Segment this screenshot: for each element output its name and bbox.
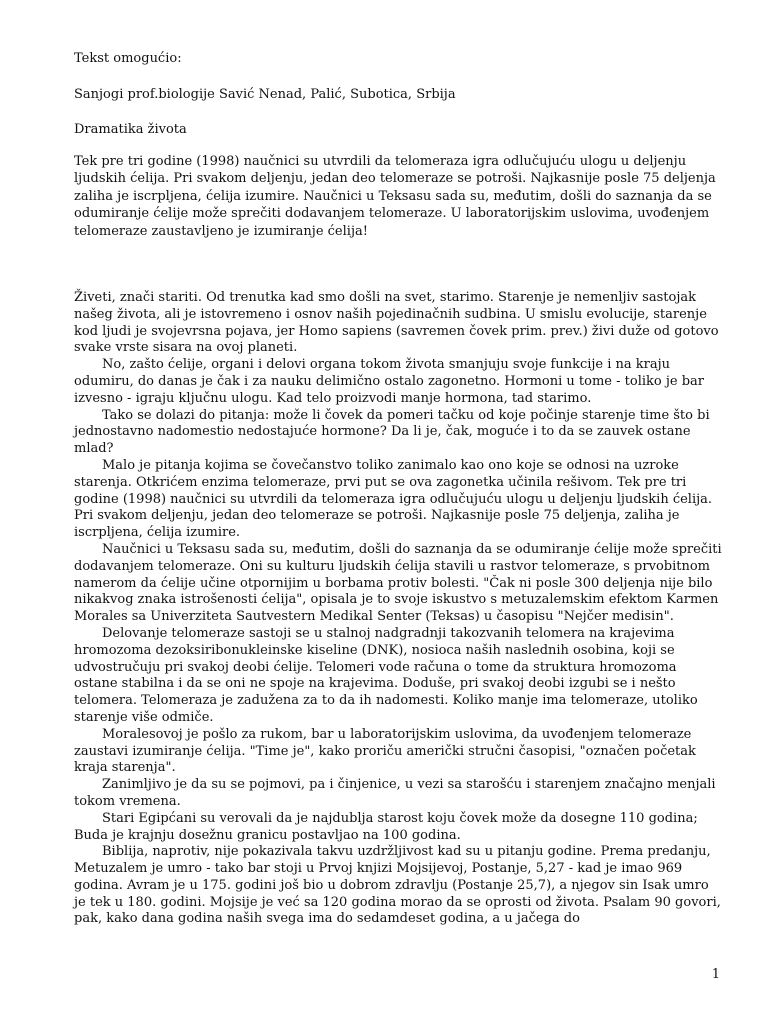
page-number: 1 [711, 967, 720, 982]
body-paragraph: Biblija, naprotiv, nije pokazivala takvu uzdržljivost kad su u pitanju godine. Prema predanju, Metuzalem je umro - tako bar stoji u Prvoj knjizi Mojsijevoj, Postanje, 5,27 - kad je imao 969 godina. Avram je u 175. godini još bio u dobrom zdravlju (Postanje 25,7), a njegov sin Isak umro je tek u 180. godini. Mojsije je već sa 120 godina morao da se oprosti od života. Psalam 90 govori, pak, kako dana godina naših svega ima do sedamdeset godina, a u jačega do [74, 844, 721, 927]
article-body [74, 290, 724, 928]
body-paragraph: No, zašto ćelije, organi i delovi organa tokom života smanjuju svoje funkcije i na kraju odumiru, do danas je čak i za nauku delimično ostalo zagonetno. Hormoni u tome - toliko je bar izvesno - igraju ključnu ulogu. Kad telo proizvodi manje hormona, tad starimo. [74, 357, 704, 406]
body-paragraph: Zanimljivo je da su se pojmovi, pa i činjenice, u vezi sa starošću i starenjem značajno menjali tokom vremena. [74, 777, 716, 809]
body-paragraph: Delovanje telomeraze sastoji se u stalnoj nadgradnji takozvanih telomera na krajevima hromozoma dezoksiribonukleinske kiseline (DNK), nosioca naših naslednih osobina, koji se udvostručuju pri svakoj deobi ćelije. Telomeri vode računa o tome da struktura hromozoma ostane stabilna i da se oni ne spoje na krajevima. Doduše, pri svakoj deobi izgubi se i nešto telomera. Telomeraza je zadužena za to da ih nadomesti. Koliko manje ima telomeraze, utoliko starenje više odmiče. [74, 625, 698, 725]
intro-paragraph: Tek pre tri godine (1998) naučnici su utvrdili da telomeraza igra odlučujuću ulogu u deljenju ljudskih ćelija. Pri svakom deljenju, jedan deo telomeraze se potroši. Najkasnije posle 75 deljenja zaliha je iscrpljena, ćelija izumire. Naučnici u Teksasu sada su, međutim, došli do saznanja da se odumiranje ćelije može sprečiti dodavanjem telomeraze. U laboratorijskim uslovima, uvođenjem telomeraze zaustavljeno je izumiranje ćelija! [74, 154, 716, 239]
body-paragraph: Živeti, znači stariti. Od trenutka kad smo došli na svet, starimo. Starenje je nemenljiv sastojak našeg života, ali je istovremeno i osnov naših pojedinačnih sudbina. U smislu evolucije, starenje kod ljudi je svojevrsna pojava, jer Homo sapiens (savremen čovek prim. prev.) živi duže od gotovo svake vrste sisara na ovoj planeti. [74, 290, 719, 356]
article-title: Dramatika života [74, 122, 187, 137]
body-paragraph: Tako se dolazi do pitanja: može li čovek da pomeri tačku od koje počinje starenje time što bi jednostavno nadomestio nedostajuće hormone? Da li je, čak, moguće i to da se zauvek ostane mlad? [74, 407, 710, 457]
body-paragraph: Stari Egipćani su verovali da je najdublja starost koju čovek može da dosegne 110 godina; Buda je krajnju dosežnu granicu postavljao na 100 godina. [74, 810, 698, 843]
body-paragraph: Moralesovoj je pošlo za rukom, bar u laboratorijskim uslovima, da uvođenjem telomeraze zaustavi izumiranje ćelija. "Time je", kako proriču američki stručni časopisi, "označen početak kraja starenja". [74, 726, 696, 776]
author-line: Sanjogi prof.biologije Savić Nenad, Palić, Subotica, Srbija [74, 87, 456, 102]
body-paragraph: Naučnici u Teksasu sada su, međutim, došli do saznanja da se odumiranje ćelije može sprečiti dodavanjem telomeraze. Oni su kulturu ljudskih ćelija stavili u rastvor telomeraze, s prvobitnom namerom da ćelije učine otpornijim u borbama protiv bolesti. "Čak ni posle 300 deljenja nije bilo nikakvog znaka istrošenosti ćelija", opisala je to svoje iskustvo s metuzalemskim efektom Karmen Morales sa Univerziteta Sautvestern Medikal Senter (Teksas) u časopisu "Nejčer medisin". [74, 541, 722, 625]
credit-line: Tekst omogućio: [74, 51, 182, 66]
body-paragraph: Malo je pitanja kojima se čovečanstvo toliko zanimalo kao ono koje se odnosi na uzroke starenja. Otkrićem enzima telomeraze, prvi put se ova zagonetka učinila rešivom. Tek pre tri godine (1998) naučnici su utvrdili da telomeraza igra odlučujuću ulogu u deljenju ljudskih ćelija. Pri svakom deljenju, jedan deo telomeraze se potroši. Najkasnije posle 75 deljenja, zaliha je iscrpljena, ćelija izumire. [74, 457, 713, 541]
